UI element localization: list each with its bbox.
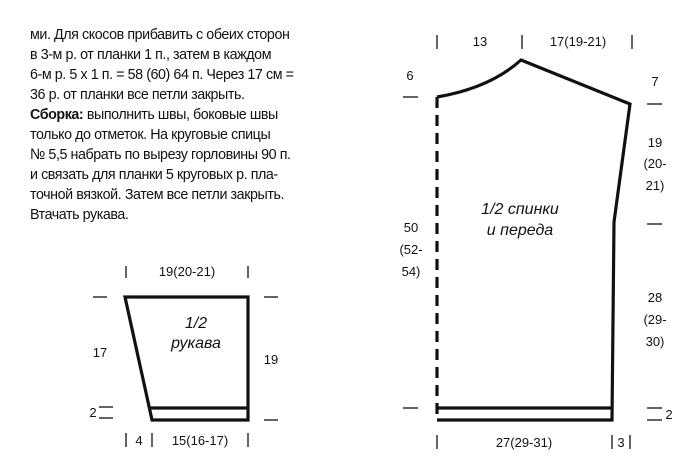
assembly-first-text: выполнить швы, боковые швы bbox=[83, 106, 278, 123]
body-length-a: 50 bbox=[403, 220, 419, 235]
body-length-b: (52- bbox=[399, 242, 423, 257]
body-length-c: 54) bbox=[401, 264, 421, 279]
body-label-line1: 1/2 спинки bbox=[481, 201, 559, 218]
body-side-a: 28 bbox=[647, 290, 663, 305]
sleeve-label-fraction: 1/2 bbox=[184, 315, 208, 332]
sleeve-label-name: рукава bbox=[171, 335, 221, 352]
text-line: и связать для планки 5 круговых р. пла- bbox=[30, 166, 278, 183]
body-label-line2: и переда bbox=[486, 222, 554, 239]
text-line: точной вязкой. Затем все петли закрыть. bbox=[30, 186, 285, 203]
body-schematic bbox=[399, 34, 672, 450]
body-side-c: 30) bbox=[645, 334, 665, 349]
text-line: № 5,5 набрать по вырезу горловины 90 п. bbox=[30, 146, 291, 163]
body-hem-height: 2 bbox=[665, 407, 673, 422]
text-line: Втачать рукава. bbox=[30, 206, 129, 223]
sleeve-height-left: 17 bbox=[92, 345, 108, 360]
text-line: 6-м р. 5 х 1 п. = 58 (60) 64 п. Через 17 см = bbox=[30, 66, 294, 83]
body-neck-depth: 6 bbox=[406, 68, 414, 83]
body-armhole-b: (20- bbox=[643, 156, 667, 171]
text-line: в 3-м р. от планки 1 п., затем в каждом bbox=[30, 46, 272, 63]
sleeve-height-right: 19 bbox=[263, 352, 279, 367]
sleeve-top-width: 19(20-21) bbox=[158, 264, 216, 279]
body-bottom-width: 27(29-31) bbox=[495, 435, 553, 450]
body-armhole-c: 21) bbox=[645, 178, 665, 193]
assembly-label: Сборка: bbox=[30, 106, 84, 123]
body-armhole-a: 19 bbox=[647, 135, 663, 150]
body-bottom-offset: 3 bbox=[617, 435, 625, 450]
body-top-shoulder: 17(19-21) bbox=[549, 34, 607, 49]
body-top-neck: 13 bbox=[472, 34, 488, 49]
sleeve-schematic bbox=[89, 264, 278, 448]
body-outline bbox=[437, 60, 630, 420]
sleeve-bottom-width: 15(16-17) bbox=[171, 433, 229, 448]
body-side-b: (29- bbox=[643, 312, 667, 327]
text-line: ми. Для скосов прибавить с обеих сторон bbox=[30, 26, 290, 43]
sleeve-bottom-offset: 4 bbox=[135, 433, 143, 448]
text-line: только до отметок. На круговые спицы bbox=[30, 126, 271, 143]
text-line: 36 р. от планки все петли закрыть. bbox=[30, 86, 245, 103]
body-shoulder-drop: 7 bbox=[651, 74, 659, 89]
sleeve-cuff-height: 2 bbox=[89, 405, 97, 420]
